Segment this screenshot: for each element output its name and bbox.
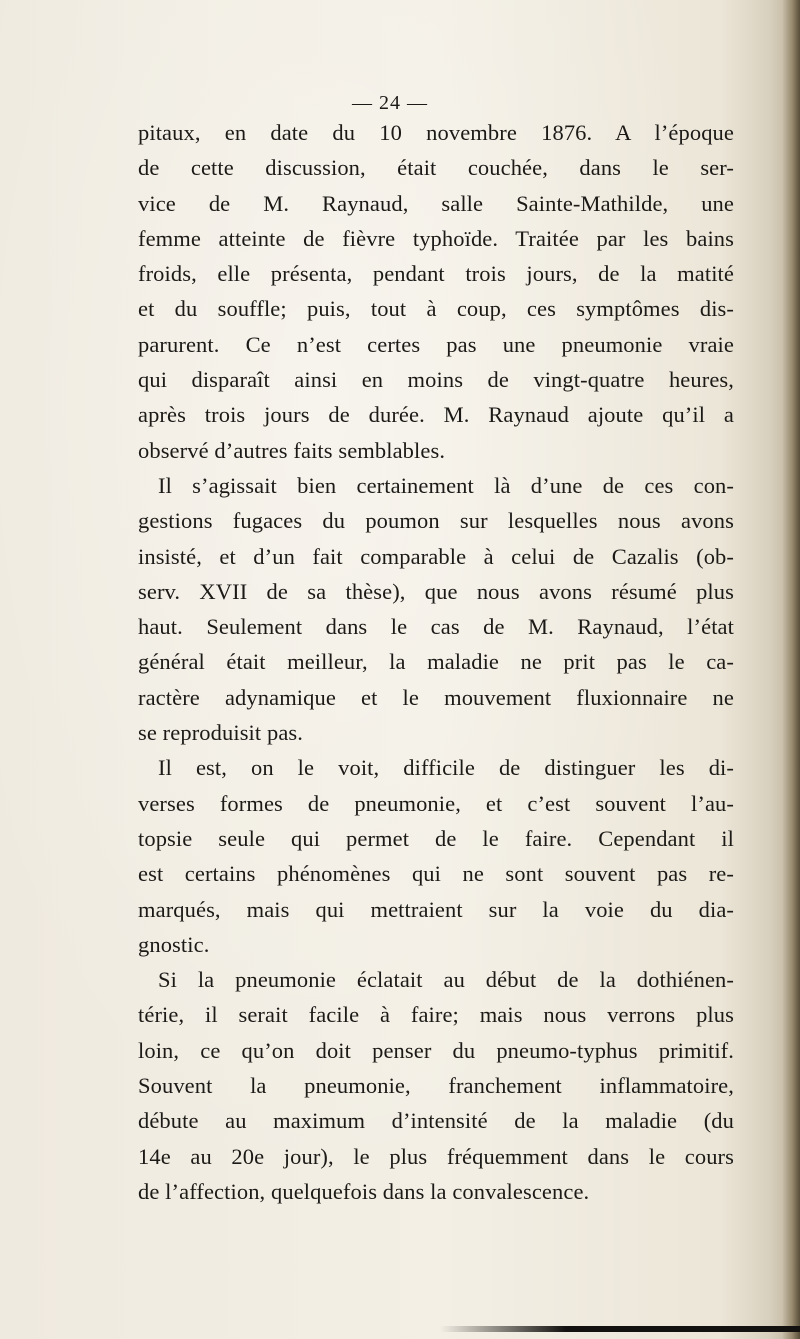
text-line: Il s’agissait bien certainement là d’une de ces con-	[158, 472, 734, 498]
text-line: insisté, et d’un fait comparable à celui de Cazalis (ob-	[138, 543, 734, 569]
text-line: serv. XVII de sa thèse), que nous avons résumé plus	[138, 578, 734, 604]
body-text	[138, 115, 734, 1209]
text-line: haut. Seulement dans le cas de M. Raynaud, l’état	[138, 614, 734, 640]
text-line: se reproduisit pas.	[138, 720, 303, 746]
text-line: et du souffle; puis, tout à coup, ces symptômes dis-	[138, 296, 734, 322]
text-line: débute au maximum d’intensité de la maladie (du	[138, 1108, 734, 1134]
page-binding-shadow	[782, 0, 800, 1339]
text-line: est certains phénomènes qui ne sont souvent pas re-	[138, 861, 734, 887]
text-line: femme atteinte de fièvre typhoïde. Traitée par les bains	[138, 225, 734, 251]
text-line: vice de M. Raynaud, salle Sainte-Mathilde, une	[138, 190, 734, 216]
text-line: gestions fugaces du poumon sur lesquelles nous avons	[138, 508, 734, 534]
page-number: — 24 —	[352, 92, 428, 114]
text-line: froids, elle présenta, pendant trois jours, de la matité	[138, 261, 734, 287]
text-line: de l’affection, quelquefois dans la convalescence.	[138, 1178, 590, 1204]
text-line: Il est, on le voit, difficile de distinguer les di-	[158, 755, 734, 781]
text-line: après trois jours de durée. M. Raynaud ajoute qu’il a	[138, 402, 734, 428]
text-line: verses formes de pneumonie, et c’est souvent l’au-	[138, 790, 734, 816]
text-line: 14e au 20e jour), le plus fréquemment dans le cours	[138, 1143, 734, 1169]
text-line: ractère adynamique et le mouvement fluxionnaire ne	[138, 684, 734, 710]
text-line: loin, ce qu’on doit penser du pneumo-typhus primitif.	[138, 1037, 734, 1063]
text-line: topsie seule qui permet de le faire. Cependant il	[138, 825, 734, 851]
text-line: de cette discussion, était couchée, dans le ser-	[138, 155, 734, 181]
text-line: pitaux, en date du 10 novembre 1876. A l’époque	[138, 120, 734, 145]
text-line: térie, il serait facile à faire; mais nous verrons plus	[138, 1002, 734, 1028]
text-line: marqués, mais qui mettraient sur la voie du dia-	[138, 896, 734, 922]
text-line: gnostic.	[138, 931, 210, 957]
text-line: Si la pneumonie éclatait au début de la dothiénen-	[158, 967, 734, 993]
page-bottom-rule	[440, 1326, 800, 1332]
text-line: parurent. Ce n’est certes pas une pneumonie vraie	[138, 331, 734, 357]
text-line: général était meilleur, la maladie ne prit pas le ca-	[138, 649, 734, 675]
text-line: qui disparaît ainsi en moins de vingt-quatre heures,	[138, 367, 734, 393]
text-line: Souvent la pneumonie, franchement inflammatoire,	[138, 1073, 734, 1099]
text-line: observé d’autres faits semblables.	[138, 437, 446, 463]
